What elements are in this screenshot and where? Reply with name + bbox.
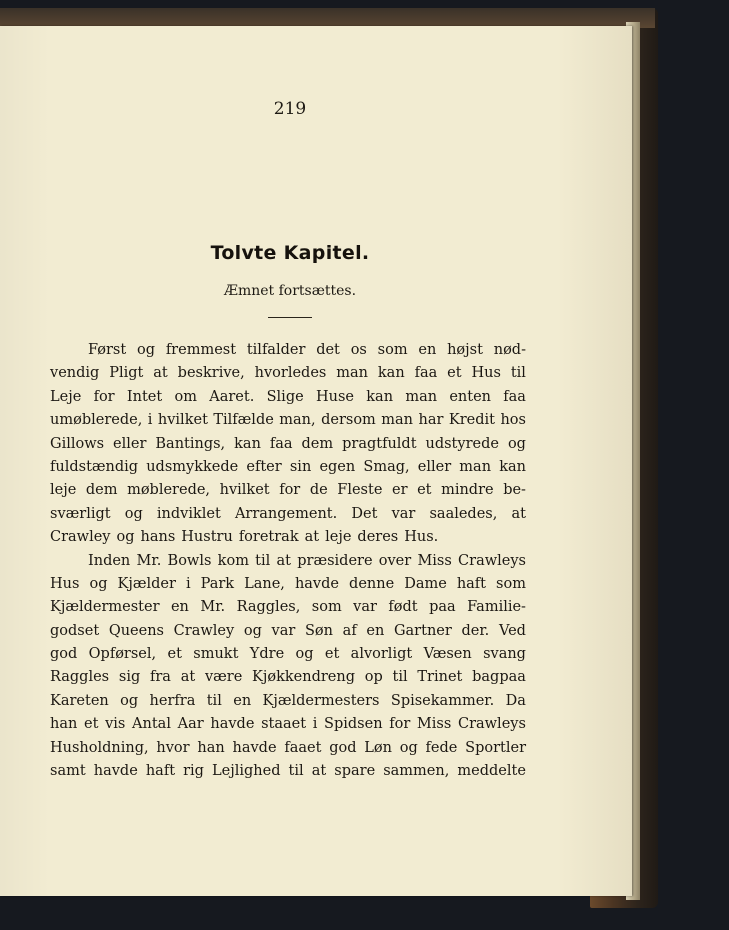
title-rule <box>268 317 312 318</box>
text-line: Inden Mr. Bowls kom til at præsidere over Miss Crawleys <box>88 552 526 569</box>
text-line: Kareten og herfra til en Kjældermesters Spisekammer. Da <box>50 692 526 709</box>
text-line: god Opførsel, et smukt Ydre og et alvorligt Væsen svang <box>50 646 526 663</box>
text-line: Husholdning, hvor han havde faaet god Løn og fede Sportler <box>50 739 526 756</box>
text-line: Crawley og hans Hustru foretrak at leje deres Hus. <box>50 529 439 546</box>
text-line: Først og fremmest tilfalder det os som en højst nød- <box>88 342 526 358</box>
text-line: godset Queens Crawley og var Søn af en Gartner der. Ved <box>50 622 526 639</box>
text-line: Raggles sig fra at være Kjøkkendreng op til Trinet bagpaa <box>50 669 526 686</box>
text-line: umøblerede, i hvilket Tilfælde man, dersom man har Kredit hos <box>50 412 526 429</box>
book-page <box>0 26 632 896</box>
text-line: sværligt og indviklet Arrangement. Det var saaledes, at <box>50 505 526 522</box>
text-line: Kjældermester en Mr. Raggles, som var født paa Familie- <box>50 599 526 616</box>
text-line: leje dem møblerede, hvilket for de Fleste er et mindre be- <box>50 482 526 499</box>
book-cover-top <box>0 8 655 28</box>
chapter-subtitle: Æmnet fortsættes. <box>223 283 357 299</box>
page-number: 219 <box>273 99 307 119</box>
body-text <box>50 339 526 783</box>
text-line: samt havde haft rig Lejlighed til at spare sammen, meddelte <box>50 763 526 780</box>
text-line: fuldstændig udsmykkede efter sin egen Smag, eller man kan <box>50 458 526 475</box>
text-line: han et vis Antal Aar havde staaet i Spidsen for Miss Crawleys <box>50 716 526 733</box>
text-line: Hus og Kjælder i Park Lane, havde denne Dame haft som <box>50 575 526 592</box>
chapter-title: Tolvte Kapitel. <box>210 242 370 264</box>
text-line: Leje for Intet om Aaret. Slige Huse kan man enten faa <box>50 388 526 405</box>
text-line: Gillows eller Bantings, kan faa dem pragtfuldt udstyrede og <box>50 435 526 452</box>
text-line: vendig Pligt at beskrive, hvorledes man kan faa et Hus til <box>50 365 526 382</box>
